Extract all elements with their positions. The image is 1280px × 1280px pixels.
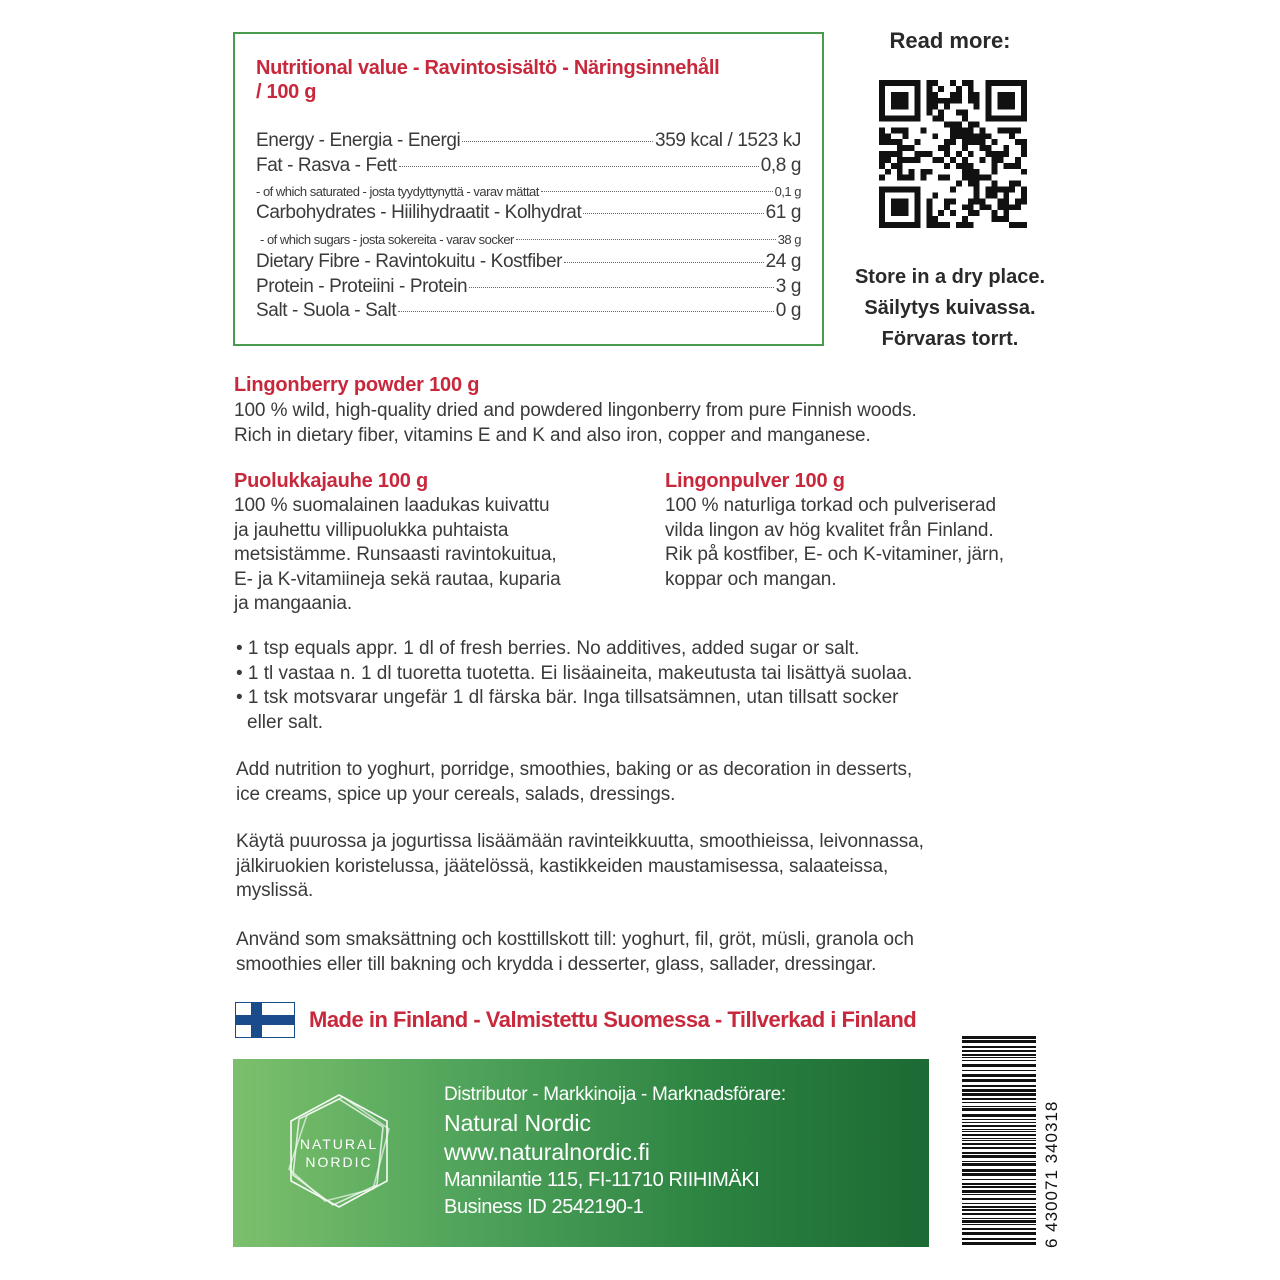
list-item: eller salt.: [247, 711, 324, 733]
finland-flag-icon: [235, 1002, 295, 1038]
swedish-title: Lingonpulver 100 g: [665, 470, 845, 492]
distributor-panel: [233, 1059, 929, 1247]
nutrition-row: Fat - Rasva - Fett 0,8 g: [256, 155, 801, 176]
distributor-info: [444, 1081, 914, 1221]
finnish-description: 100 % suomalainen laadukas kuivattu ja jauhettu villipuolukka puhtaista metsistämme. Runsaasti ravintokuitua, E- ja K-vitamiineja sekä rautaa, kuparia ja mangaania.: [234, 495, 561, 614]
distributor-address: Mannilantie 115, FI-11710 RIIHIMÄKI: [444, 1169, 760, 1191]
distributor-label: Distributor - Markkinoija - Marknadsförare:: [444, 1084, 786, 1105]
nutrition-row: Protein - Proteiini - Protein 3 g: [256, 276, 801, 297]
nutrition-row: Salt - Suola - Salt 0 g: [256, 300, 801, 321]
nutrition-row: - of which sugars - josta sokereita - varav socker 38 g: [260, 232, 801, 247]
nutrition-row: Carbohydrates - Hiilihydraatit - Kolhydrat 61 g: [256, 202, 801, 223]
usage-english: Add nutrition to yoghurt, porridge, smoothies, baking or as decoration in desserts, ice creams, spice up your cereals, salads, dressings.: [236, 759, 913, 805]
svg-text:NATURAL: NATURAL: [299, 1136, 379, 1152]
nutrition-row: Dietary Fibre - Ravintokuitu - Kostfiber 24 g: [256, 251, 801, 272]
nutrition-table: [233, 32, 824, 346]
made-in-finland: Made in Finland - Valmistettu Suomessa - Tillverkad i Finland: [309, 1007, 917, 1032]
english-title: Lingonberry powder 100 g: [234, 374, 480, 396]
storage-instructions: Store in a dry place. Säilytys kuivassa. Förvaras torrt.: [854, 266, 1046, 350]
list-item: • 1 tsp equals appr. 1 dl of fresh berries. No additives, added sugar or salt.: [236, 638, 860, 659]
read-more-label: Read more:: [889, 28, 1011, 53]
finnish-title: Puolukkajauhe 100 g: [234, 470, 429, 492]
svg-text:NORDIC: NORDIC: [305, 1154, 373, 1170]
barcode-digits: 6 430071 340318: [1042, 1100, 1061, 1248]
qr-code-icon[interactable]: [879, 80, 1027, 228]
nutrition-title: Nutritional value - Ravintosisältö - Näringsinnehåll / 100 g: [256, 57, 720, 103]
natural-nordic-logo-icon: [277, 1089, 401, 1213]
swedish-description: 100 % naturliga torkad och pulveriserad vilda lingon av hög kvalitet från Finland. Rik på kostfiber, E- och K-vitaminer, järn, koppar och mangan.: [665, 495, 1004, 590]
list-item: • 1 tsk motsvarar ungefär 1 dl färska bär. Inga tillsatsämnen, utan tillsatt socker: [236, 687, 899, 708]
distributor-name: Natural Nordic: [444, 1110, 591, 1136]
nutrition-row: - of which saturated - josta tyydyttynyttä - varav mättat 0,1 g: [256, 184, 801, 199]
usage-swedish: Använd som smaksättning och kosttillskott till: yoghurt, fil, gröt, müsli, granola och smoothies eller till bakning och krydda i desserter, glass, sallader, dressingar.: [236, 929, 914, 975]
distributor-business-id: Business ID 2542190-1: [444, 1196, 644, 1218]
serving-notes: [236, 637, 1056, 735]
nutrition-row: Energy - Energia - Energi 359 kcal / 1523 kJ: [256, 130, 801, 151]
english-description: 100 % wild, high-quality dried and powdered lingonberry from pure Finnish woods. Rich in dietary fiber, vitamins E and K and also iron, copper and manganese.: [234, 400, 917, 446]
usage-finnish: Käytä puurossa ja jogurtissa lisäämään ravinteikkuutta, smoothieissa, leivonnassa, jälkiruokien koristelussa, jäätelössä, kastikkeiden maustamisessa, salaateissa, myslissä.: [236, 831, 924, 901]
distributor-website[interactable]: www.naturalnordic.fi: [444, 1139, 650, 1165]
list-item: • 1 tl vastaa n. 1 dl tuoretta tuotetta. Ei lisäaineita, makeutusta tai lisättyä suolaa.: [236, 662, 913, 684]
